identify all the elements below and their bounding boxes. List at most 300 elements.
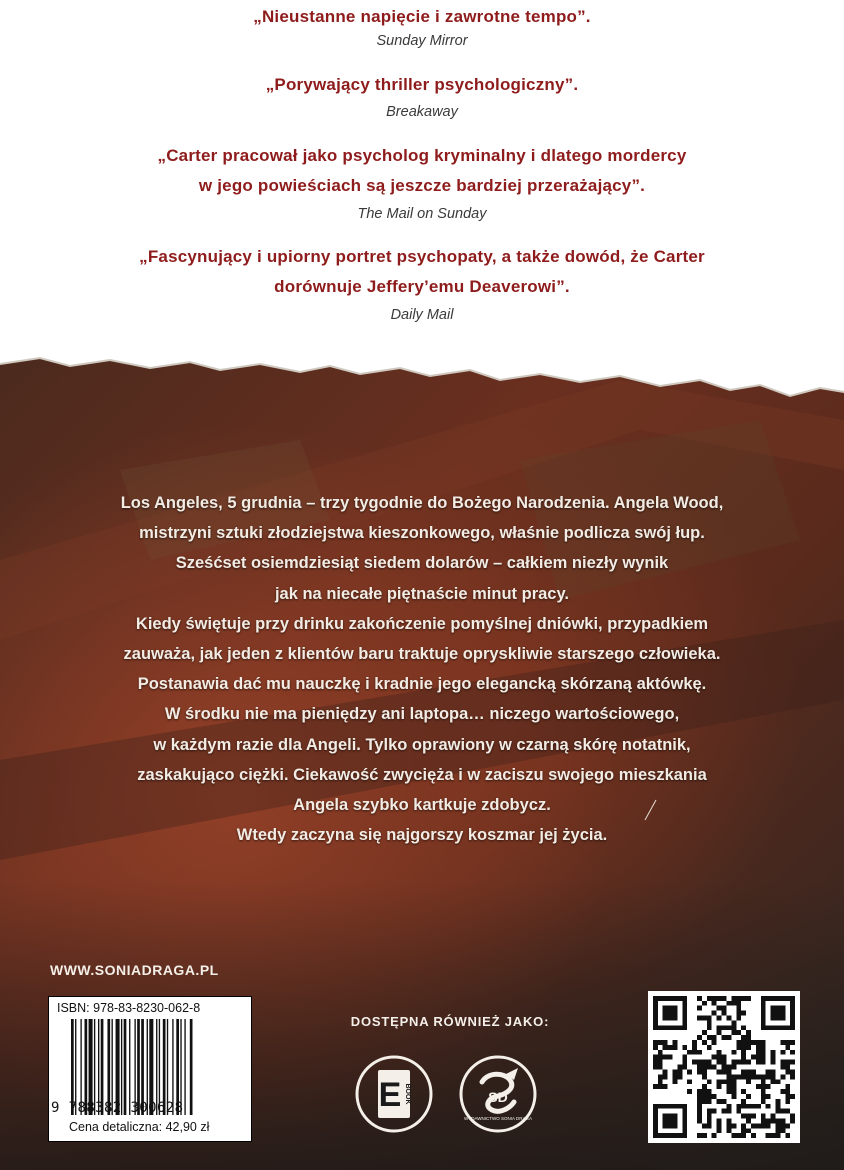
- qr-module: [673, 1114, 678, 1119]
- qr-module: [766, 1094, 771, 1099]
- qr-module: [766, 1104, 771, 1109]
- qr-module: [726, 1065, 731, 1070]
- qr-module: [653, 1001, 658, 1006]
- qr-module: [697, 1099, 702, 1104]
- qr-module: [707, 1114, 712, 1119]
- qr-module: [663, 1055, 668, 1060]
- qr-module: [653, 1060, 658, 1065]
- qr-module: [785, 1094, 790, 1099]
- qr-module: [712, 1094, 717, 1099]
- qr-module: [731, 1089, 736, 1094]
- qr-module: [658, 996, 663, 1001]
- qr-module: [726, 1089, 731, 1094]
- qr-module: [673, 1104, 678, 1109]
- blurb-line: zaskakująco ciężki. Ciekawość zwycięża i w zaciszu swojego mieszkania: [137, 765, 707, 784]
- qr-module: [756, 1060, 761, 1065]
- qr-module: [717, 1030, 722, 1035]
- qr-module: [663, 1006, 668, 1011]
- qr-module: [682, 1128, 687, 1133]
- qr-module: [707, 1123, 712, 1128]
- qr-module: [682, 1045, 687, 1050]
- qr-module: [736, 1001, 741, 1006]
- qr-module: [746, 1045, 751, 1050]
- qr-module: [653, 1011, 658, 1016]
- qr-module: [766, 1074, 771, 1079]
- qr-module: [746, 1030, 751, 1035]
- qr-module: [751, 1104, 756, 1109]
- qr-module: [761, 1055, 766, 1060]
- publisher-mark: SD: [488, 1089, 508, 1105]
- qr-module: [717, 1099, 722, 1104]
- qr-module: [717, 996, 722, 1001]
- blurb-line: Postanawia dać mu nauczkę i kradnie jego elegancką skórzaną aktówkę.: [137, 675, 707, 694]
- qr-module: [780, 1040, 785, 1045]
- qr-module: [697, 1016, 702, 1021]
- qr-module: [736, 1016, 741, 1021]
- qr-module: [653, 1006, 658, 1011]
- qr-module: [761, 1020, 766, 1025]
- qr-module: [653, 1016, 658, 1021]
- qr-module: [722, 1055, 727, 1060]
- qr-module: [692, 1040, 697, 1045]
- qr-module: [702, 1094, 707, 1099]
- qr-module: [751, 1055, 756, 1060]
- qr-module: [677, 1074, 682, 1079]
- qr-module: [663, 1133, 668, 1138]
- qr-module: [677, 996, 682, 1001]
- qr-module: [682, 1020, 687, 1025]
- qr-module: [785, 1065, 790, 1070]
- qr-module: [687, 1069, 692, 1074]
- qr-module: [741, 1035, 746, 1040]
- qr-module: [761, 1118, 766, 1123]
- qr-module: [731, 1079, 736, 1084]
- qr-module: [658, 1133, 663, 1138]
- blurb-line: Angela szybko kartkuje zdobycz.: [293, 796, 551, 815]
- qr-module: [717, 1060, 722, 1065]
- qr-module: [731, 1050, 736, 1055]
- qr-module: [702, 1099, 707, 1104]
- qr-module: [722, 1011, 727, 1016]
- qr-module: [775, 1006, 780, 1011]
- qr-module: [790, 1011, 795, 1016]
- qr-module: [746, 1035, 751, 1040]
- qr-module: [653, 1055, 658, 1060]
- qr-module: [780, 1011, 785, 1016]
- qr-module: [653, 1118, 658, 1123]
- quote-2-source: Breakaway: [386, 104, 458, 120]
- qr-module: [780, 1118, 785, 1123]
- qr-module: [741, 1055, 746, 1060]
- qr-module: [722, 1109, 727, 1114]
- qr-module: [785, 1040, 790, 1045]
- qr-module: [682, 1016, 687, 1021]
- blurb-line: Los Angeles, 5 grudnia – trzy tygodnie do Bożego Narodzenia. Angela Wood,: [120, 494, 724, 512]
- qr-module: [731, 1001, 736, 1006]
- qr-module: [697, 1118, 702, 1123]
- qr-module: [780, 1050, 785, 1055]
- qr-module: [726, 1104, 731, 1109]
- qr-module: [775, 1011, 780, 1016]
- qr-module: [751, 1069, 756, 1074]
- qr-module: [771, 1079, 776, 1084]
- qr-module: [775, 996, 780, 1001]
- publisher-small-text: WYDAWNICTWO SONIA DRAGA: [463, 1116, 533, 1121]
- qr-module: [663, 1074, 668, 1079]
- qr-module: [726, 1016, 731, 1021]
- blurb-line: Sześćset osiemdziesiąt siedem dolarów – całkiem niezły wynik: [175, 554, 669, 573]
- qr-module: [731, 1084, 736, 1089]
- qr-module: [697, 1109, 702, 1114]
- quote-4-line-1: „Fascynujący i upiorny portret psychopaty, a także dowód, że Carter: [139, 247, 705, 266]
- qr-module: [775, 1133, 780, 1138]
- isbn-barcode-box: [48, 996, 252, 1142]
- qr-module: [673, 1079, 678, 1084]
- qr-module: [731, 1133, 736, 1138]
- qr-module: [736, 1006, 741, 1011]
- qr-module: [707, 1118, 712, 1123]
- qr-module: [751, 1074, 756, 1079]
- qr-module: [731, 1030, 736, 1035]
- qr-module: [746, 1060, 751, 1065]
- qr-module: [761, 1011, 766, 1016]
- qr-module: [741, 1104, 746, 1109]
- qr-module: [761, 1094, 766, 1099]
- qr-code-image: [648, 990, 800, 1144]
- qr-module: [780, 1006, 785, 1011]
- ebook-letter: E: [378, 1076, 402, 1114]
- qr-module: [731, 1060, 736, 1065]
- qr-module: [736, 1133, 741, 1138]
- blurb-line: w każdym razie dla Angeli. Tylko oprawiony w czarną skórę notatnik,: [153, 735, 691, 754]
- qr-module: [771, 1118, 776, 1123]
- qr-module: [658, 1079, 663, 1084]
- qr-module: [663, 1025, 668, 1030]
- qr-module: [663, 1016, 668, 1021]
- qr-module: [756, 1055, 761, 1060]
- qr-module: [697, 1094, 702, 1099]
- qr-module: [726, 1118, 731, 1123]
- qr-module: [653, 1084, 658, 1089]
- qr-module: [663, 1011, 668, 1016]
- qr-module: [677, 1133, 682, 1138]
- qr-module: [658, 1074, 663, 1079]
- qr-module: [653, 1133, 658, 1138]
- qr-module: [780, 1109, 785, 1114]
- qr-module: [722, 1069, 727, 1074]
- qr-module: [677, 1065, 682, 1070]
- qr-module: [653, 1109, 658, 1114]
- qr-module: [775, 1109, 780, 1114]
- qr-module: [702, 1016, 707, 1021]
- qr-module: [707, 1099, 712, 1104]
- ebook-word: BOOK: [404, 1083, 411, 1105]
- qr-module: [673, 1133, 678, 1138]
- qr-module: [731, 1020, 736, 1025]
- qr-module: [722, 1079, 727, 1084]
- qr-module: [785, 1084, 790, 1089]
- qr-module: [756, 1104, 761, 1109]
- qr-module: [751, 1114, 756, 1119]
- qr-module: [722, 1099, 727, 1104]
- qr-module: [663, 1069, 668, 1074]
- qr-module: [697, 1035, 702, 1040]
- qr-module: [722, 1060, 727, 1065]
- qr-module: [731, 1065, 736, 1070]
- qr-module: [726, 1123, 731, 1128]
- qr-module: [707, 1025, 712, 1030]
- qr-module: [673, 1069, 678, 1074]
- qr-module: [658, 1050, 663, 1055]
- publisher-logo-icon: [458, 1054, 538, 1134]
- qr-module: [780, 1016, 785, 1021]
- qr-module: [790, 1050, 795, 1055]
- qr-module: [702, 1084, 707, 1089]
- qr-module: [658, 1055, 663, 1060]
- qr-module: [741, 1123, 746, 1128]
- qr-module: [775, 1016, 780, 1021]
- qr-module: [712, 1035, 717, 1040]
- qr-module: [741, 1045, 746, 1050]
- qr-module: [790, 1025, 795, 1030]
- qr-module: [682, 1065, 687, 1070]
- qr-module: [746, 1104, 751, 1109]
- qr-module: [653, 1123, 658, 1128]
- qr-module: [785, 1099, 790, 1104]
- qr-module: [707, 1094, 712, 1099]
- qr-module: [682, 1011, 687, 1016]
- qr-module: [780, 1025, 785, 1030]
- qr-module: [707, 1109, 712, 1114]
- qr-module: [766, 1133, 771, 1138]
- qr-module: [663, 1040, 668, 1045]
- qr-module: [726, 1025, 731, 1030]
- qr-module: [702, 1089, 707, 1094]
- qr-module: [790, 1060, 795, 1065]
- qr-module: [697, 1069, 702, 1074]
- qr-module: [726, 1128, 731, 1133]
- ebook-icon: [354, 1054, 434, 1134]
- qr-module: [785, 996, 790, 1001]
- qr-module: [712, 1011, 717, 1016]
- qr-module: [775, 1128, 780, 1133]
- qr-module: [658, 1084, 663, 1089]
- qr-module: [741, 1060, 746, 1065]
- qr-module: [771, 1060, 776, 1065]
- qr-module: [746, 1079, 751, 1084]
- qr-module: [712, 1055, 717, 1060]
- qr-module: [717, 1016, 722, 1021]
- blurb-line: Kiedy świętuje przy drinku zakończenie pomyślnej dniówki, przypadkiem: [135, 614, 709, 633]
- qr-module: [780, 1089, 785, 1094]
- qr-module: [663, 1114, 668, 1119]
- qr-module: [746, 1128, 751, 1133]
- publisher-website: WWW.SONIADRAGA.PL: [50, 962, 219, 978]
- qr-module: [707, 1089, 712, 1094]
- qr-module: [722, 1006, 727, 1011]
- qr-module: [736, 1011, 741, 1016]
- qr-module: [726, 1074, 731, 1079]
- available-as-label: DOSTĘPNA RÓWNIEŻ JAKO:: [350, 1014, 550, 1029]
- qr-module: [736, 1030, 741, 1035]
- qr-module: [697, 1104, 702, 1109]
- qr-module: [673, 1006, 678, 1011]
- qr-module: [663, 1104, 668, 1109]
- qr-module: [741, 1133, 746, 1138]
- qr-module: [756, 1123, 761, 1128]
- qr-module: [780, 1060, 785, 1065]
- qr-module: [717, 1079, 722, 1084]
- qr-module: [775, 1099, 780, 1104]
- qr-module: [692, 1045, 697, 1050]
- qr-module: [668, 1104, 673, 1109]
- qr-module: [736, 1060, 741, 1065]
- quote-1-source: Sunday Mirror: [376, 33, 468, 49]
- qr-module: [707, 1079, 712, 1084]
- qr-module: [790, 1016, 795, 1021]
- qr-module: [736, 1104, 741, 1109]
- qr-module: [775, 1079, 780, 1084]
- isbn-number: ISBN: 978-83-8230-062-8: [57, 1001, 201, 1015]
- qr-module: [717, 1025, 722, 1030]
- qr-module: [746, 1069, 751, 1074]
- qr-module: [731, 1025, 736, 1030]
- qr-module: [668, 1114, 673, 1119]
- qr-module: [668, 1055, 673, 1060]
- qr-module: [673, 1011, 678, 1016]
- qr-module: [736, 1109, 741, 1114]
- qr-module: [682, 1118, 687, 1123]
- qr-module: [712, 1109, 717, 1114]
- qr-module: [766, 996, 771, 1001]
- qr-module: [717, 1069, 722, 1074]
- qr-module: [761, 1025, 766, 1030]
- qr-module: [790, 1001, 795, 1006]
- qr-module: [697, 996, 702, 1001]
- qr-module: [673, 1025, 678, 1030]
- qr-module: [741, 996, 746, 1001]
- quote-2: „Porywający thriller psychologiczny”.: [265, 75, 579, 94]
- qr-module: [746, 996, 751, 1001]
- qr-module: [741, 1128, 746, 1133]
- qr-module: [668, 1123, 673, 1128]
- qr-module: [673, 1074, 678, 1079]
- qr-module: [717, 1128, 722, 1133]
- qr-module: [682, 1104, 687, 1109]
- qr-module: [663, 1084, 668, 1089]
- qr-module: [677, 1104, 682, 1109]
- qr-module: [761, 1089, 766, 1094]
- qr-module: [702, 1060, 707, 1065]
- qr-module: [697, 1006, 702, 1011]
- qr-module: [780, 1123, 785, 1128]
- qr-module: [717, 1123, 722, 1128]
- qr-module: [707, 1045, 712, 1050]
- qr-module: [697, 1065, 702, 1070]
- qr-module: [751, 1133, 756, 1138]
- qr-module: [761, 1074, 766, 1079]
- qr-module: [756, 1074, 761, 1079]
- qr-module: [736, 1045, 741, 1050]
- qr-module: [687, 1079, 692, 1084]
- qr-module: [653, 1104, 658, 1109]
- qr-module: [707, 1065, 712, 1070]
- blurb-line: Wtedy zaczyna się najgorszy koszmar jej życia.: [236, 826, 608, 845]
- quote-3-source: The Mail on Sunday: [357, 206, 487, 222]
- qr-module: [668, 1133, 673, 1138]
- qr-module: [741, 1089, 746, 1094]
- qr-module: [766, 1069, 771, 1074]
- qr-module: [653, 1065, 658, 1070]
- qr-module: [780, 1128, 785, 1133]
- qr-module: [780, 1065, 785, 1070]
- qr-module: [775, 1025, 780, 1030]
- qr-module: [771, 1074, 776, 1079]
- qr-module: [653, 1025, 658, 1030]
- qr-module: [722, 1065, 727, 1070]
- qr-module: [731, 1094, 736, 1099]
- qr-module: [702, 1133, 707, 1138]
- qr-module: [741, 1050, 746, 1055]
- qr-module: [771, 1011, 776, 1016]
- quote-1: „Nieustanne napięcie i zawrotne tempo”.: [253, 7, 591, 26]
- qr-module: [712, 1001, 717, 1006]
- qr-module: [653, 996, 658, 1001]
- qr-module: [741, 1099, 746, 1104]
- qr-module: [731, 1123, 736, 1128]
- qr-module: [731, 996, 736, 1001]
- qr-module: [746, 1094, 751, 1099]
- qr-module: [702, 1040, 707, 1045]
- qr-module: [717, 1055, 722, 1060]
- blurb-line: W środku nie ma pieniędzy ani laptopa… niczego wartościowego,: [164, 705, 680, 724]
- qr-module: [717, 1084, 722, 1089]
- qr-module: [677, 1069, 682, 1074]
- qr-module: [653, 1114, 658, 1119]
- qr-module: [677, 1025, 682, 1030]
- qr-module: [702, 1065, 707, 1070]
- retail-price: Cena detaliczna: 42,90 zł: [69, 1120, 210, 1134]
- qr-module: [771, 1006, 776, 1011]
- qr-module: [712, 996, 717, 1001]
- qr-module: [761, 1123, 766, 1128]
- qr-module: [761, 1045, 766, 1050]
- qr-module: [682, 1123, 687, 1128]
- qr-module: [697, 1060, 702, 1065]
- qr-module: [790, 1114, 795, 1119]
- qr-module: [746, 1040, 751, 1045]
- qr-module: [687, 1050, 692, 1055]
- qr-module: [741, 1025, 746, 1030]
- qr-module: [712, 1040, 717, 1045]
- qr-module: [726, 1069, 731, 1074]
- qr-module: [790, 1074, 795, 1079]
- qr-module: [785, 1089, 790, 1094]
- qr-module: [741, 1040, 746, 1045]
- qr-module: [751, 1040, 756, 1045]
- barcode-digits: 9 788382 300628: [51, 1100, 184, 1116]
- qr-module: [756, 1084, 761, 1089]
- qr-module: [790, 1069, 795, 1074]
- qr-module: [761, 1001, 766, 1006]
- qr-module: [790, 1020, 795, 1025]
- qr-module: [780, 996, 785, 1001]
- qr-module: [761, 1114, 766, 1119]
- quote-4-source: Daily Mail: [390, 307, 454, 323]
- qr-module: [756, 1045, 761, 1050]
- qr-module: [673, 996, 678, 1001]
- qr-module: [673, 1016, 678, 1021]
